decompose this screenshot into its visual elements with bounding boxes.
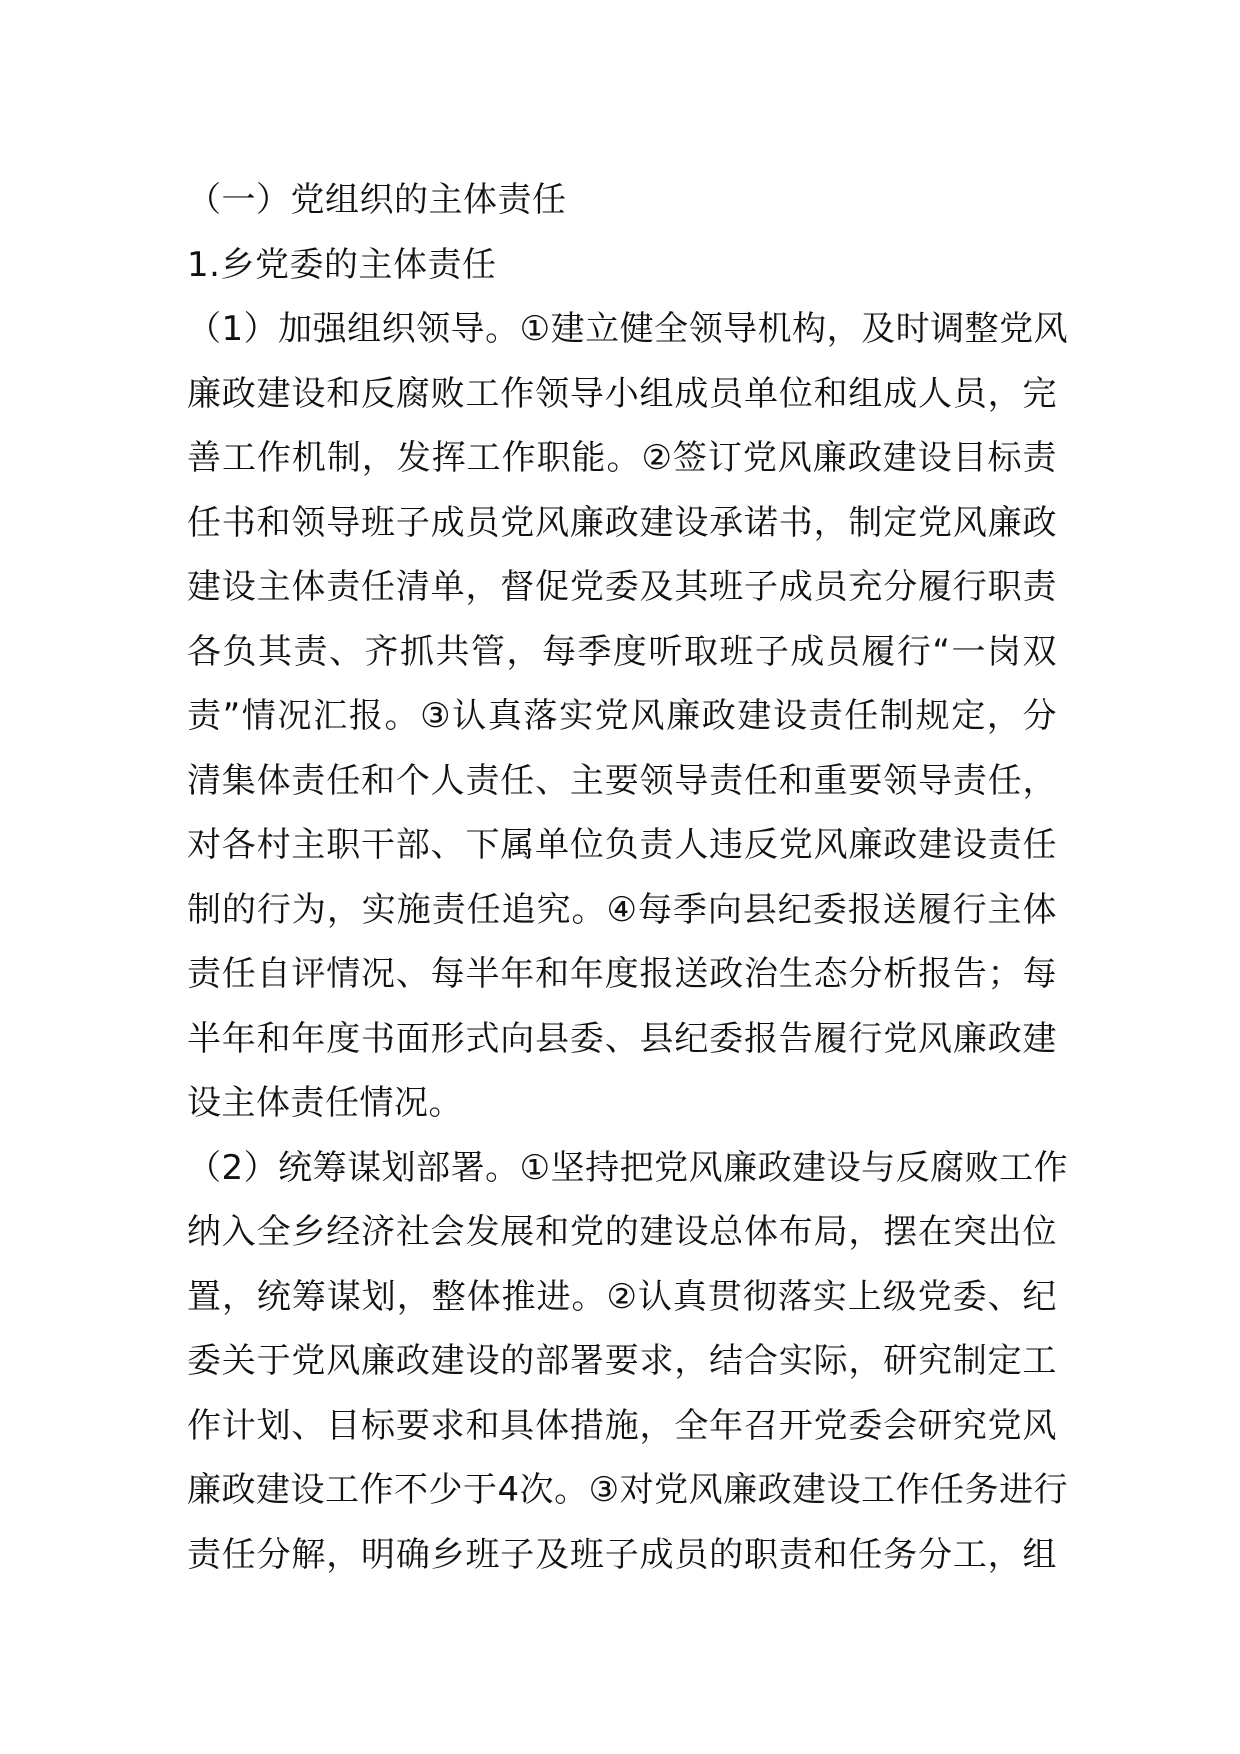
paragraph-line: 任书和领导班子成员党风廉政建设承诺书，制定党风廉政 xyxy=(187,502,1057,543)
paragraph-line: 责”情况汇报。③认真落实党风廉政建设责任制规定，分 xyxy=(187,696,1057,736)
paragraph-line: 责任分解，明确乡班子及班子成员的职责和任务分工，组 xyxy=(187,1534,1057,1575)
section-heading: （一）党组织的主体责任 xyxy=(187,180,567,220)
paragraph-line: 善工作机制，发挥工作职能。②签订党风廉政建设目标责 xyxy=(187,438,1057,478)
paragraph-line: 委关于党风廉政建设的部署要求，结合实际，研究制定工 xyxy=(187,1341,1057,1381)
paragraph-line: 廉政建设和反腐败工作领导小组成员单位和组成人员，完 xyxy=(187,373,1057,414)
paragraph-line: 置，统筹谋划，整体推进。②认真贯彻落实上级党委、纪 xyxy=(187,1276,1057,1317)
subsection-heading: 1.乡党委的主体责任 xyxy=(187,244,497,285)
paragraph-line: 各负其责、齐抓共管，每季度听取班子成员履行“一岗双 xyxy=(187,631,1057,672)
paragraph-line: 纳入全乡经济社会发展和党的建设总体布局，摆在突出位 xyxy=(187,1212,1057,1252)
paragraph-line: 对各村主职干部、下属单位负责人违反党风廉政建设责任 xyxy=(187,825,1057,865)
paragraph-1 xyxy=(187,297,1069,1136)
paragraph-line: （1）加强组织领导。①建立健全领导机构，及时调整党风 xyxy=(187,309,1069,349)
document-body xyxy=(187,168,1069,1587)
paragraph-line: 责任自评情况、每半年和年度报送政治生态分析报告；每 xyxy=(187,954,1057,994)
paragraph-line: 制的行为，实施责任追究。④每季向县纪委报送履行主体 xyxy=(187,889,1057,930)
paragraph-line: 廉政建设工作不少于4次。③对党风廉政建设工作任务进行 xyxy=(187,1470,1069,1510)
paragraph-2 xyxy=(187,1136,1069,1588)
paragraph-line: 作计划、目标要求和具体措施，全年召开党委会研究党风 xyxy=(187,1405,1057,1446)
paragraph-last-line: 设主体责任情况。 xyxy=(187,1083,463,1123)
paragraph-line: 建设主体责任清单，督促党委及其班子成员充分履行职责 xyxy=(187,567,1057,607)
paragraph-line: （2）统筹谋划部署。①坚持把党风廉政建设与反腐败工作 xyxy=(187,1147,1069,1188)
paragraph-line: 清集体责任和个人责任、主要领导责任和重要领导责任， xyxy=(187,760,1057,801)
paragraph-line: 半年和年度书面形式向县委、县纪委报告履行党风廉政建 xyxy=(187,1018,1057,1059)
